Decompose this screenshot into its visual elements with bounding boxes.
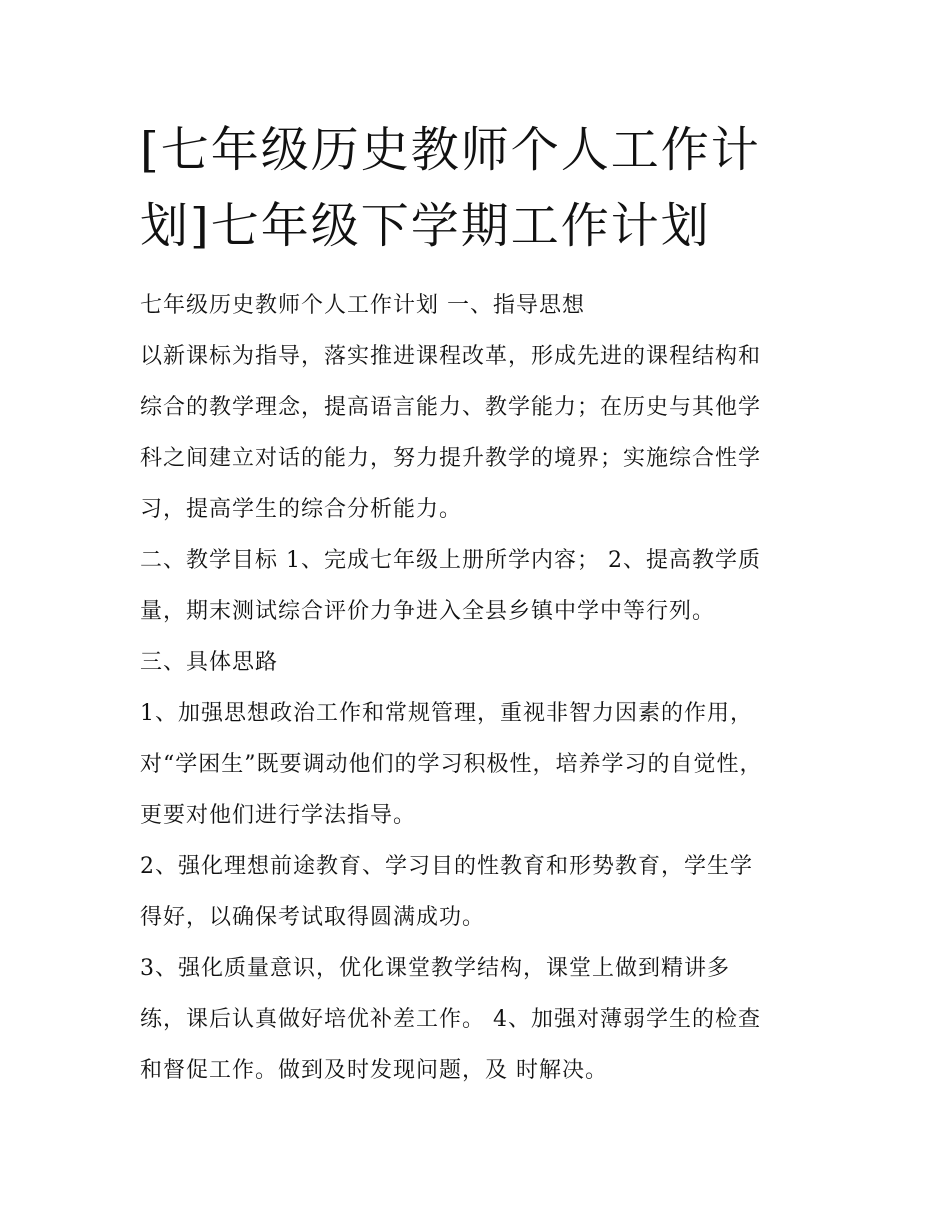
- body-line: 对“学困生”既要调动他们的学习积极性，培养学习的自觉性，: [140, 752, 763, 777]
- document-title: [140, 112, 800, 264]
- title-line-1: [七年级历史教师个人工作计: [140, 122, 761, 178]
- body-line: 综合的教学理念，提高语言能力、教学能力；在历史与其他学: [140, 395, 762, 420]
- body-line: 2、强化理想前途教育、学习目的性教育和形势教育，学生学: [140, 854, 753, 879]
- body-line: 量，期末测试综合评价力争进入全县乡镇中学中等行列。: [140, 599, 716, 624]
- body-line: 得好，以确保考试取得圆满成功。: [140, 905, 486, 930]
- body-line: 更要对他们进行学法指导。: [140, 803, 417, 828]
- document-body: [140, 280, 820, 1096]
- body-line: 以新课标为指导，落实推进课程改革，形成先进的课程结构和: [140, 344, 762, 369]
- body-line: 和督促工作。做到及时发现问题，及 时解决。: [140, 1058, 608, 1083]
- title-line-2: 划]七年级下学期工作计划: [140, 198, 711, 254]
- body-line: 二、教学目标 1、完成七年级上册所学内容； 2、提高教学质: [140, 548, 761, 573]
- body-line: 习，提高学生的综合分析能力。: [140, 497, 463, 522]
- body-line: 科之间建立对话的能力，努力提升教学的境界；实施综合性学: [140, 446, 762, 471]
- body-line: 3、强化质量意识，优化课堂教学结构，课堂上做到精讲多: [140, 956, 730, 981]
- body-line: 七年级历史教师个人工作计划 一、指导思想: [140, 293, 585, 318]
- body-line: 练，课后认真做好培优补差工作。 4、加强对薄弱学生的检查: [140, 1007, 761, 1032]
- body-line: 1、加强思想政治工作和常规管理，重视非智力因素的作用，: [140, 701, 753, 726]
- body-line: 三、具体思路: [140, 650, 279, 675]
